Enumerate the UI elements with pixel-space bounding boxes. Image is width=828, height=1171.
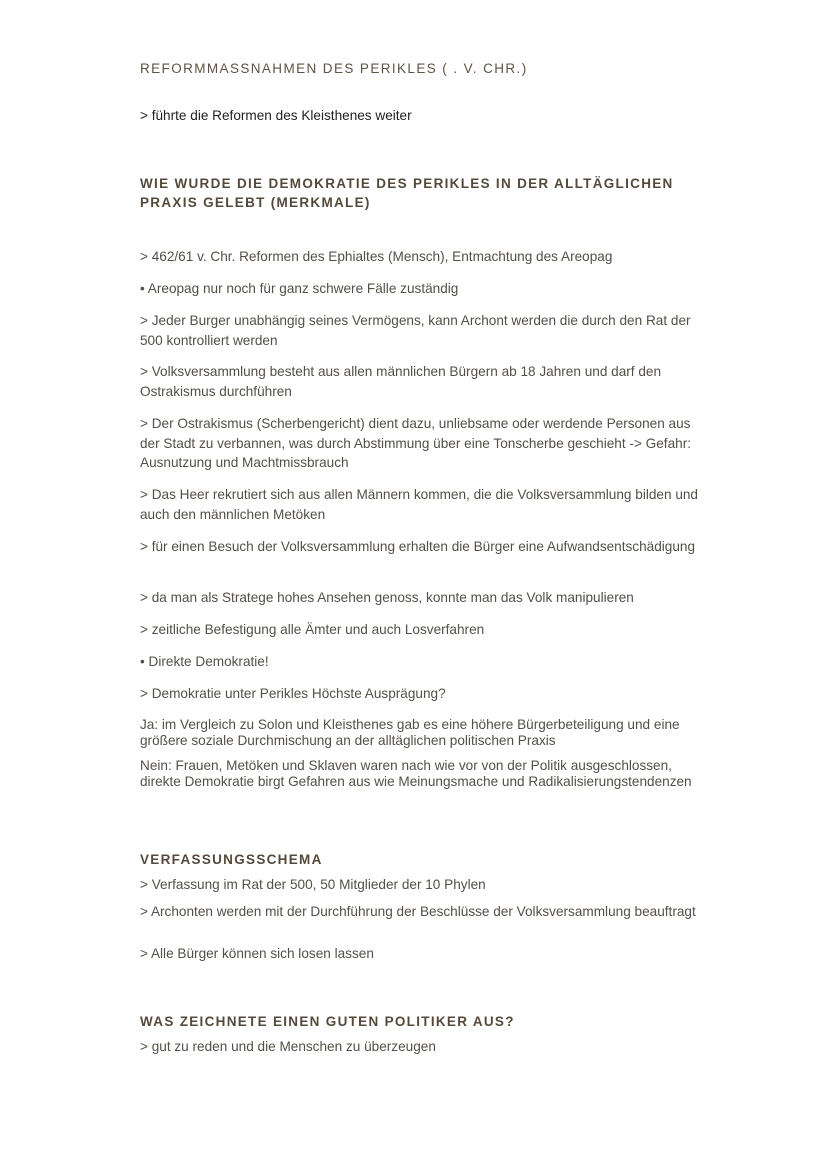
assessment-yes: Ja: im Vergleich zu Solon und Kleisthenes gab es eine höhere Bürgerbeteiligung und eine größere soziale Durchmischung an der alltäglichen politischen Praxis xyxy=(140,717,680,748)
constitution-heading: VERFASSUNGSSCHEMA xyxy=(140,852,323,867)
democracy-item-9: > zeitliche Befestigung alle Ämter und auch Losverfahren xyxy=(140,622,485,637)
assessment-no: Nein: Frauen, Metöken und Sklaven waren nach wie vor von der Politik ausgeschlossen, direkte Demokratie birgt Gefahren aus wie Meinungsmache und Radikalisierungstendenzen xyxy=(140,758,692,789)
constitution-item-3: > Alle Bürger können sich losen lassen xyxy=(140,946,374,961)
politician-item-1: > gut zu reden und die Menschen zu überzeugen xyxy=(140,1039,436,1054)
politician-heading: WAS ZEICHNETE EINEN GUTEN POLITIKER AUS? xyxy=(140,1014,515,1029)
democracy-item-4: > Volksversammlung besteht aus allen männlichen Bürgern ab 18 Jahren und darf den Ostrakismus durchführen xyxy=(140,364,662,399)
democracy-item-3: > Jeder Burger unabhängig seines Vermögens, kann Archont werden die durch den Rat der 500 kontrolliert werden xyxy=(140,313,691,348)
constitution-item-2: > Archonten werden mit der Durchführung der Beschlüsse der Volksversammlung beauftragt xyxy=(140,904,696,919)
democracy-item-7: > für einen Besuch der Volksversammlung erhalten die Bürger eine Aufwandsentschädigung xyxy=(140,539,696,554)
democracy-item-6: > Das Heer rekrutiert sich aus allen Männern kommen, die die Volksversammlung bilden und auch den männlichen Metöken xyxy=(140,487,698,522)
democracy-item-11: > Demokratie unter Perikles Höchste Ausprägung? xyxy=(140,686,446,701)
democracy-item-5: > Der Ostrakismus (Scherbengericht) dient dazu, unliebsame oder werdende Personen aus der Stadt zu verbannen, was durch Abstimmung über eine Tonscherbe geschieht -> Gefahr: Ausnutzung und Machtmissbrauch xyxy=(140,416,691,470)
democracy-item-1: > 462/61 v. Chr. Reformen des Ephialtes (Mensch), Entmachtung des Areopag xyxy=(140,249,613,264)
democracy-heading: WIE WURDE DIE DEMOKRATIE DES PERIKLES IN DER ALLTÄGLICHEN PRAXIS GELEBT (MERKMALE) xyxy=(140,176,674,210)
constitution-item-1: > Verfassung im Rat der 500, 50 Mitglieder der 10 Phylen xyxy=(140,877,486,892)
democracy-item-8: > da man als Stratege hohes Ansehen genoss, konnte man das Volk manipulieren xyxy=(140,590,634,605)
reform-heading: REFORMMASSNAHMEN DES PERIKLES ( . V. CHR.) xyxy=(140,61,528,76)
democracy-item-2: • Areopag nur noch für ganz schwere Fälle zuständig xyxy=(140,281,459,296)
reform-line: > führte die Reformen des Kleisthenes weiter xyxy=(140,108,412,123)
democracy-item-10: • Direkte Demokratie! xyxy=(140,654,269,669)
